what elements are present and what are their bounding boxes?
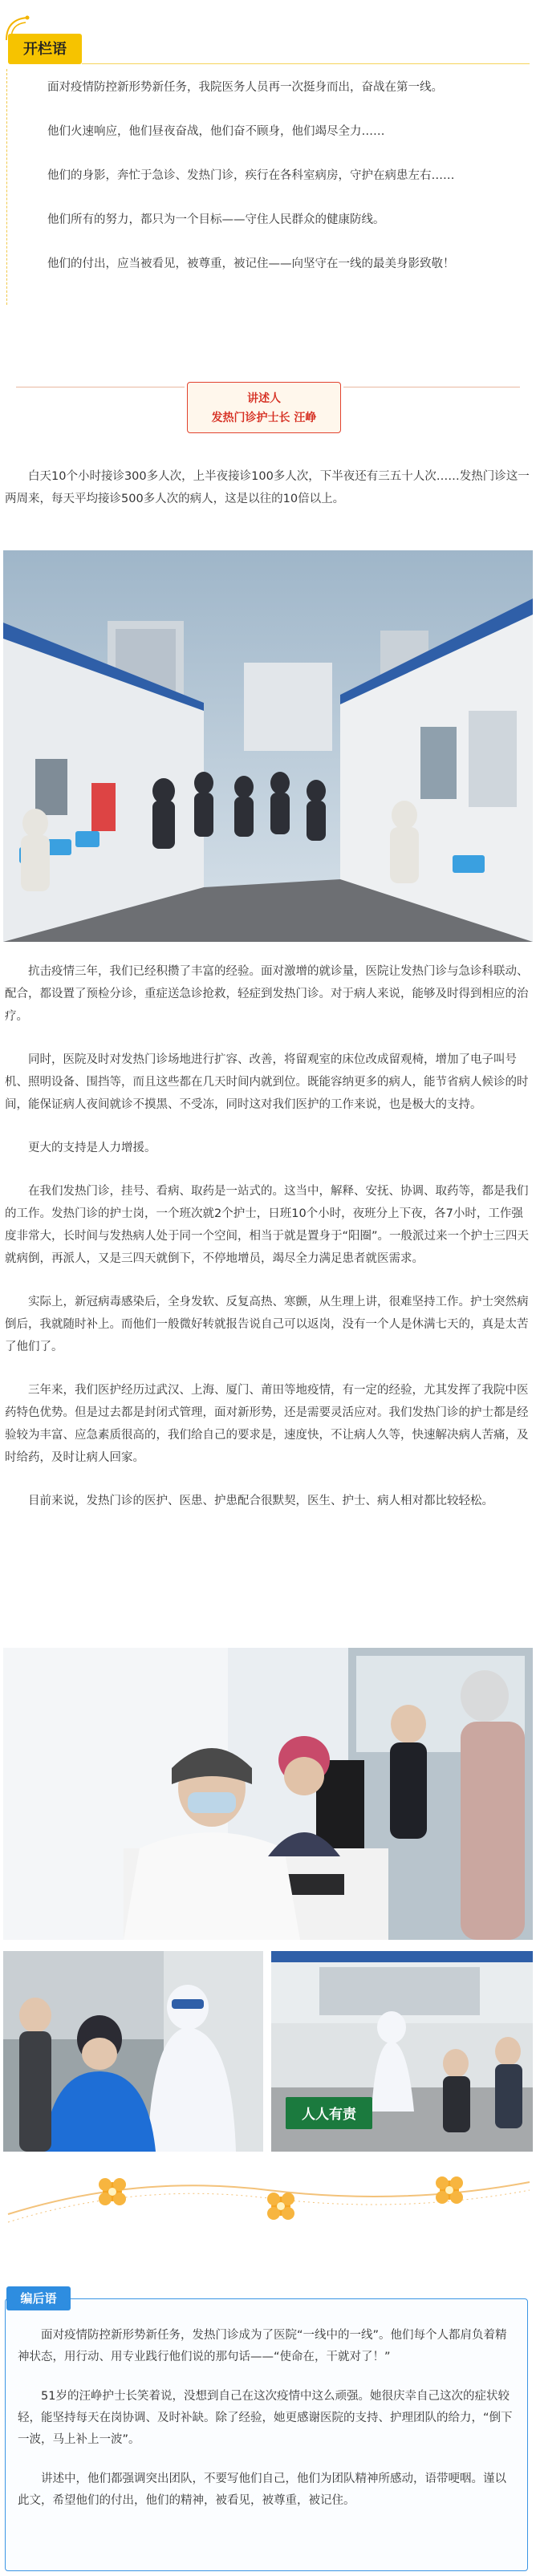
intro-paragraph: 他们的身影，奔忙于急诊、发热门诊，疾行在各科室病房，守护在病患左右…… [47, 169, 455, 182]
speaker-title: 讲述人 [247, 392, 281, 405]
story-paragraph: 抗击疫情三年，我们已经积攒了丰富的经验。面对激增的就诊量，医院让发热门诊与急诊科联动、配合，都设置了预检分诊，重症送急诊抢救，轻症到发热门诊。对于病人来说，能够及时得到相应的治疗。 [5, 965, 529, 1023]
signboard-text: 人人有责 [302, 2107, 356, 2123]
column-opening-tag: 开栏语 [8, 34, 82, 64]
afterword-paragraph: 51岁的汪峥护士长笑着说，没想到自己在这次疫情中这么顽强。她很庆幸自己这次的症状较轻，能坚持每天在岗协调、及时补缺。除了经验，她更感谢医院的支持、护理团队的给力，“倒下一波，马上补上一波”。 [18, 2390, 513, 2446]
afterword-paragraph: 面对疫情防控新形势新任务，发热门诊成为了医院“一线中的一线”。他们每个人都肩负着精神状态，用行动、用专业践行他们说的那句话——“使命在，干就对了！” [18, 2329, 507, 2363]
story-paragraph: 白天10个小时接诊300多人次，上半夜接诊100多人次，下半夜还有三五十人次……发热门诊这一两周来，每天平均接诊500多人次的病人，这是以往的10倍以上。 [5, 470, 530, 505]
intro-paragraph: 他们火速响应，他们昼夜奋战，他们奋不顾身，他们竭尽全力…… [47, 125, 385, 138]
afterword-tag: 编后语 [6, 2286, 71, 2310]
story-paragraph: 实际上，新冠病毒感染后，全身发软、反复高热、寒颤，从生理上讲，很难坚持工作。护士突然病倒后，我就随时补上。而他们一般微好转就报告说自己可以返岗，没有一个人是休满七天的，真是太苦了他们了。 [5, 1296, 529, 1353]
flower-icon [267, 2193, 294, 2220]
story-paragraph: 三年来，我们医护经历过武汉、上海、厦门、莆田等地疫情，有一定的经验，尤其发挥了我院中医药特色优势。但是过去都是封闭式管理，面对新形势，还是需要灵活应对。我们发热门诊的护士都是经验较为丰富、应急素质很高的，我们给自己的要求是，速度快，不让病人久等，快速解决病人苦痛，及时给药，及时让病人回家。 [5, 1384, 529, 1464]
photo-clinic-signboard [271, 1951, 533, 2152]
story-paragraph: 同时，医院及时对发热门诊场地进行扩容、改善，将留观室的床位改成留观椅，增加了电子叫号机、照明设备、围挡等，而且这些都在几天时间内就到位。既能容纳更多的病人，能节省病人候诊的时间，能保证病人夜间就诊不摸黑、不受冻，同时这对我们医护的工作来说，也是极大的支持。 [5, 1053, 529, 1111]
story-body [5, 960, 531, 1533]
afterword-paragraph: 讲述中，他们都强调突出团队，不要写他们自己，他们为团队精神所感动，语带哽咽。谨以此文，希望他们的付出，他们的精神，被看见，被尊重，被记住。 [18, 2473, 506, 2507]
story-paragraph: 目前来说，发热门诊的医护、医患、护患配合很默契，医生、护士、病人相对都比较轻松。 [28, 1495, 493, 1507]
photo-nurse-patient [3, 1951, 263, 2152]
flower-icon [436, 2176, 463, 2204]
story-paragraph: 在我们发热门诊，挂号、看病、取药是一站式的。这当中，解释、安抚、协调、取药等，都是我们的工作。发热门诊的护士岗，一个班次就2个护士，日班10个小时，夜班分上下夜，各7小时，工作强度非常大，长时间与发热病人处于同一个空间，相当于就是置身于“阳圈”。一般派过来一个护士三四天就病倒，再派人，又是三四天就倒下，不停地增员，竭尽全力满足患者就医需求。 [5, 1185, 530, 1265]
flower-divider [0, 2166, 536, 2246]
photo-doctor-computer [3, 1648, 533, 1940]
intro-paragraph: 他们所有的努力，都只为一个目标——守住人民群众的健康防线。 [47, 213, 385, 226]
story-intro [5, 465, 531, 531]
intro-paragraph: 面对疫情防控新形势新任务，我院医务人员再一次挺身而出，奋战在第一线。 [47, 81, 443, 94]
intro-paragraph: 他们的付出，应当被看见，被尊重，被记住——向坚守在一线的最美身影致敬！ [47, 258, 455, 270]
afterword-body [18, 2325, 515, 2529]
speaker-name: 发热门诊护士长 汪峥 [211, 412, 317, 424]
intro-section [24, 77, 514, 298]
flower-icon [99, 2178, 126, 2205]
header-divider [82, 63, 530, 64]
photo-clinic-corridor [3, 550, 533, 942]
story-paragraph: 更大的支持是人力增援。 [28, 1142, 156, 1154]
speaker-banner [187, 382, 341, 433]
header-dotted-rule [6, 69, 10, 305]
